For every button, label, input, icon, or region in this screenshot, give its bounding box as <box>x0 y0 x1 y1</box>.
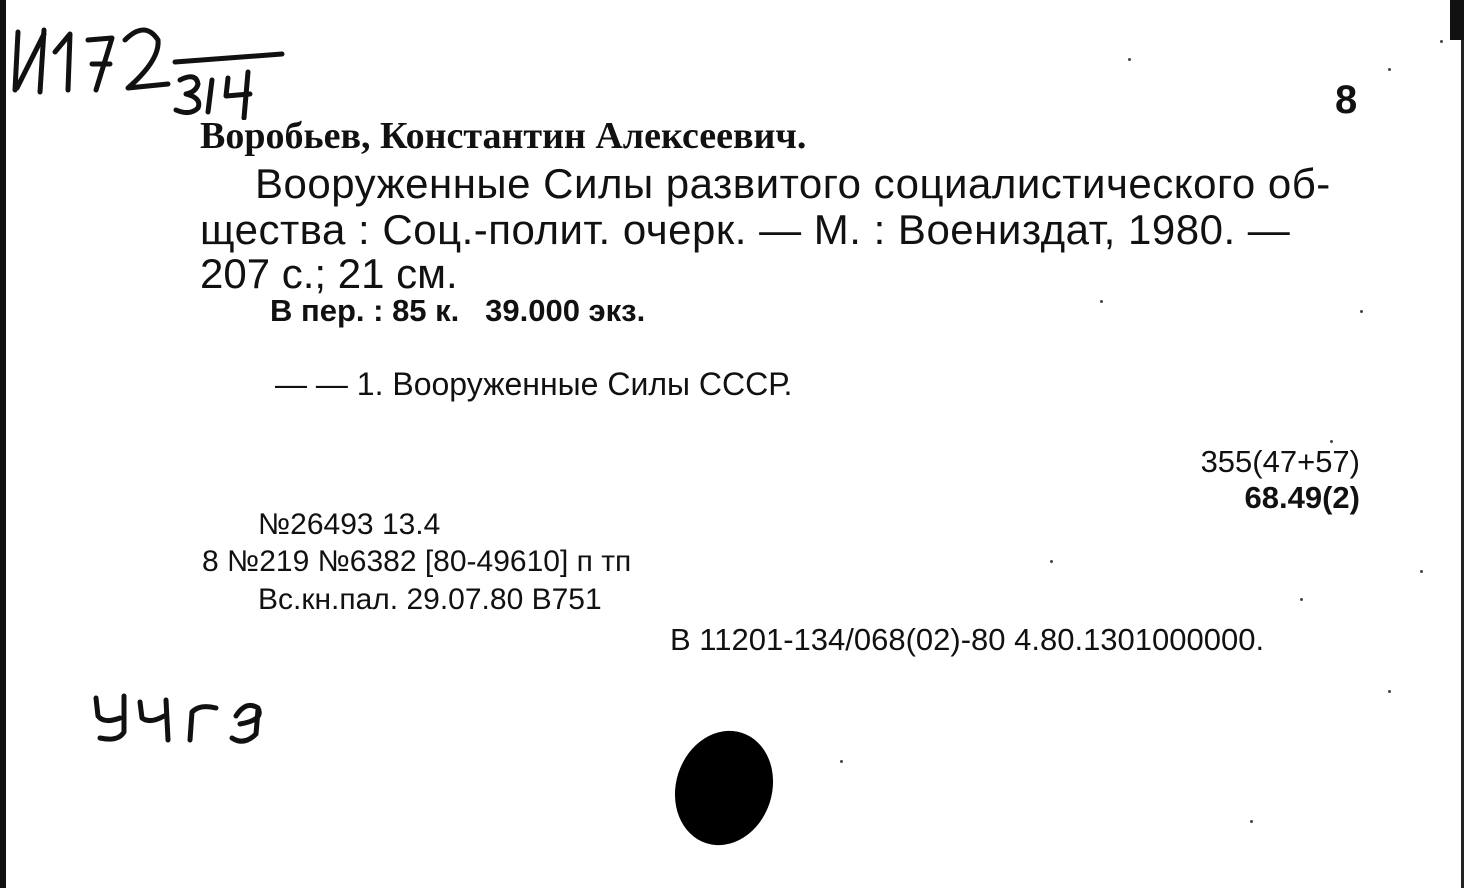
title-line: 207 с.; 21 см. <box>200 250 458 297</box>
registration-line: 8 №219 №6382 [80-49610] п тп <box>202 545 632 578</box>
speck <box>1050 560 1053 563</box>
registration-line: Вс.кн.пал. 29.07.80 В751 <box>258 583 602 616</box>
speck <box>1100 300 1103 303</box>
card-number: 8 <box>1335 78 1358 122</box>
speck <box>1360 310 1363 313</box>
registration-line: №26493 13.4 <box>258 508 441 541</box>
speck <box>1420 570 1423 573</box>
speck <box>1128 58 1131 61</box>
speck <box>1300 598 1303 601</box>
classification-code: 68.49(2) <box>1244 480 1360 515</box>
speck <box>1440 40 1443 43</box>
speck <box>840 760 843 763</box>
index-code: В 11201-134/068(02)-80 4.80.1301000000. <box>670 622 1265 657</box>
author-heading: Воробьев, Константин Алексеевич. <box>200 115 807 157</box>
speck <box>1330 440 1333 443</box>
speck <box>1250 820 1253 823</box>
price-edition-line: В пер. : 85 к. 39.000 экз. <box>270 293 646 328</box>
speck <box>1388 690 1391 693</box>
card-corner-shadow <box>1450 0 1464 40</box>
speck <box>1388 68 1391 71</box>
title-line: щества : Соц.-полит. очерк. — М. : Воениздат, 1980. — <box>200 206 1291 253</box>
classification-code: 355(47+57) <box>1200 444 1360 479</box>
subject-heading: — — 1. Вооруженные Силы СССР. <box>275 366 793 402</box>
title-line: Вооруженные Силы развитого социалистического об- <box>255 160 1331 207</box>
